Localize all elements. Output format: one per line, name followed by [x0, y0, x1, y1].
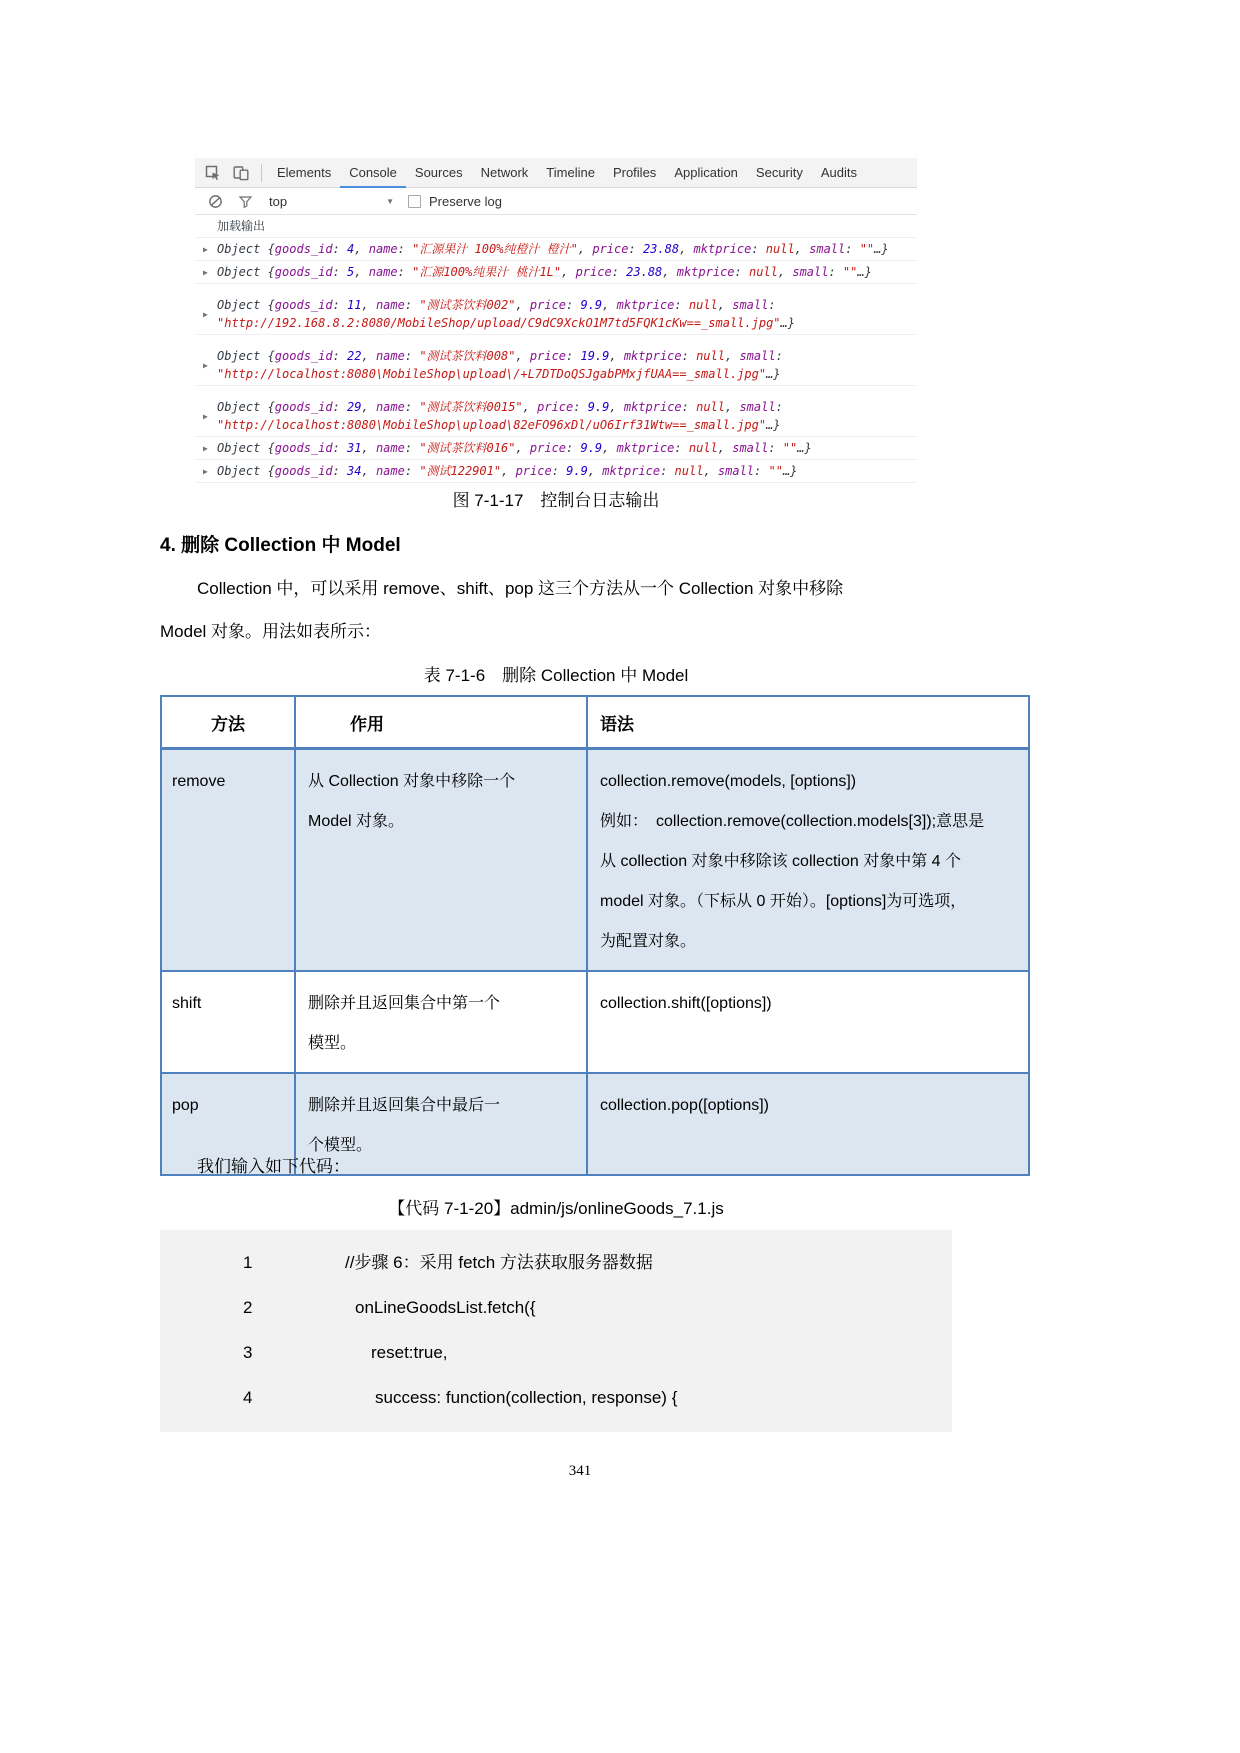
- code-text: success: function(collection, response) {: [375, 1388, 678, 1407]
- cell-syntax: collection.remove(models, [options]) 例如： collection.remove(collection.models[3]);意思是 从 collection 对象中移除该 collection 对象中第 4 个 model 对象。（下标从 0 开始）。[options]为可选项， 为配置对象。: [587, 749, 1029, 972]
- expand-arrow-icon[interactable]: ▶: [203, 360, 208, 370]
- code-text: //步骤 6：采用 fetch 方法获取服务器数据: [345, 1253, 653, 1272]
- table-row-remove: [161, 749, 1029, 972]
- clear-console-icon[interactable]: [207, 193, 223, 209]
- console-log-entry: [195, 261, 917, 284]
- code-intro-line: 我们输入如下代码：: [197, 1157, 350, 1176]
- cell-method: pop: [161, 1073, 295, 1175]
- console-filter-bar: [195, 188, 917, 215]
- context-label: top: [269, 193, 288, 209]
- console-log-entry: [195, 284, 917, 335]
- paragraph-line: Model 对象。用法如表所示：: [160, 622, 382, 641]
- devtools-tab-security[interactable]: Security: [755, 164, 803, 180]
- code-text: reset:true,: [371, 1343, 448, 1362]
- preserve-log-checkbox[interactable]: [408, 195, 421, 208]
- code-line: [160, 1285, 952, 1330]
- console-log-entry: [195, 215, 917, 238]
- console-entry-text: 加载输出: [217, 219, 266, 233]
- chevron-down-icon: ▼: [386, 196, 394, 206]
- code-listing: [160, 1230, 952, 1432]
- expand-arrow-icon[interactable]: ▶: [203, 466, 208, 476]
- expand-arrow-icon[interactable]: ▶: [203, 443, 208, 453]
- devtools-tab-profiles[interactable]: Profiles: [612, 164, 657, 180]
- devtools-tab-elements[interactable]: Elements: [277, 164, 332, 180]
- console-log-entry: [195, 460, 917, 483]
- code-text: onLineGoodsList.fetch({: [355, 1298, 536, 1317]
- devtools-toolbar: [195, 158, 917, 188]
- cell-method: remove: [161, 749, 295, 972]
- line-number: 2: [243, 1298, 253, 1317]
- page-number: 341: [568, 1463, 592, 1479]
- console-entry-text: Object {goods_id: 29, name: "测试茶饮料0015", price: 9.9, mktprice: null, small: "http://localhost:8080\MobileShop\upload\82eFO96xDl/uO6Irf31Wtw==_small.jpg"…}: [217, 400, 783, 432]
- paragraph-line: Collection 中，可以采用 remove、shift、pop 这三个方法从一个 Collection 对象中移除: [197, 579, 844, 598]
- cell-purpose: 删除并且返回集合中最后一 个模型。: [295, 1073, 587, 1175]
- code-line: [160, 1240, 952, 1285]
- code-line: [160, 1330, 952, 1375]
- line-number: 4: [243, 1388, 253, 1407]
- devtools-tab-sources[interactable]: Sources: [414, 164, 463, 180]
- devtools-tab-application[interactable]: Application: [674, 164, 738, 180]
- devtools-screenshot: [195, 158, 917, 483]
- devtools-tab-console[interactable]: Console: [340, 158, 406, 188]
- table-row-shift: [161, 971, 1029, 1073]
- toolbar-divider: [261, 164, 262, 182]
- console-entry-text: Object {goods_id: 22, name: "测试茶饮料008", price: 19.9, mktprice: null, small: "http://localhost:8080\MobileShop\upload\/+L7DTDoQSJgabPMxjfUAA==_small.jpg"…}: [217, 349, 783, 381]
- console-log-area: [195, 215, 917, 483]
- device-toolbar-icon[interactable]: [233, 165, 249, 181]
- methods-table: [160, 695, 1030, 1176]
- console-log-entry: [195, 386, 917, 437]
- console-entry-text: Object {goods_id: 11, name: "测试茶饮料002", price: 9.9, mktprice: null, small: "http://192.168.8.2:8080/MobileShop/upload/C9dC9XckO1M7td5FQK1cKw==_small.jpg"…}: [217, 298, 795, 330]
- line-number: 1: [243, 1253, 253, 1272]
- console-log-entry: [195, 335, 917, 386]
- cell-purpose: 从 Collection 对象中移除一个 Model 对象。: [295, 749, 587, 972]
- inspect-element-icon[interactable]: [205, 165, 221, 181]
- filter-icon[interactable]: [237, 193, 253, 209]
- cell-syntax: collection.pop([options]): [587, 1073, 1029, 1175]
- section-heading: 4. 删除 Collection 中 Model: [160, 535, 401, 556]
- expand-arrow-icon[interactable]: ▶: [203, 244, 208, 254]
- expand-arrow-icon[interactable]: ▶: [203, 309, 208, 319]
- cell-syntax: collection.shift([options]): [587, 971, 1029, 1073]
- code-caption: 【代码 7-1-20】admin/js/onlineGoods_7.1.js: [388, 1199, 724, 1218]
- code-line: [160, 1375, 952, 1420]
- table-header-row: [161, 696, 1029, 749]
- console-log-entry: [195, 437, 917, 460]
- table-caption: 表 7-1-6 删除 Collection 中 Model: [423, 666, 689, 685]
- expand-arrow-icon[interactable]: ▶: [203, 267, 208, 277]
- column-header-syntax: 语法: [587, 696, 1029, 749]
- devtools-tab-timeline[interactable]: Timeline: [546, 164, 595, 180]
- figure-caption: 图 7-1-17 控制台日志输出: [452, 491, 660, 510]
- devtools-tab-audits[interactable]: Audits: [820, 164, 858, 180]
- devtools-tabs: [268, 158, 866, 188]
- column-header-purpose: 作用: [295, 696, 587, 749]
- console-entry-text: Object {goods_id: 5, name: "汇源100%纯果汁 桃汁1L", price: 23.88, mktprice: null, small: ""…}: [217, 265, 872, 279]
- console-entry-text: Object {goods_id: 31, name: "测试茶饮料016", price: 9.9, mktprice: null, small: ""…}: [217, 441, 812, 455]
- preserve-log-label: Preserve log: [429, 193, 502, 209]
- console-entry-text: Object {goods_id: 34, name: "测试122901", price: 9.9, mktprice: null, small: ""…}: [217, 464, 798, 478]
- column-header-method: 方法: [161, 696, 295, 749]
- devtools-tab-network[interactable]: Network: [480, 164, 529, 180]
- cell-purpose: 删除并且返回集合中第一个 模型。: [295, 971, 587, 1073]
- line-number: 3: [243, 1343, 253, 1362]
- cell-method: shift: [161, 971, 295, 1073]
- execution-context-selector[interactable]: [269, 194, 394, 209]
- console-entry-text: Object {goods_id: 4, name: "汇源果汁 100%纯橙汁 橙汁", price: 23.88, mktprice: null, small: ""…}: [217, 242, 889, 256]
- expand-arrow-icon[interactable]: ▶: [203, 411, 208, 421]
- console-log-entry: [195, 238, 917, 261]
